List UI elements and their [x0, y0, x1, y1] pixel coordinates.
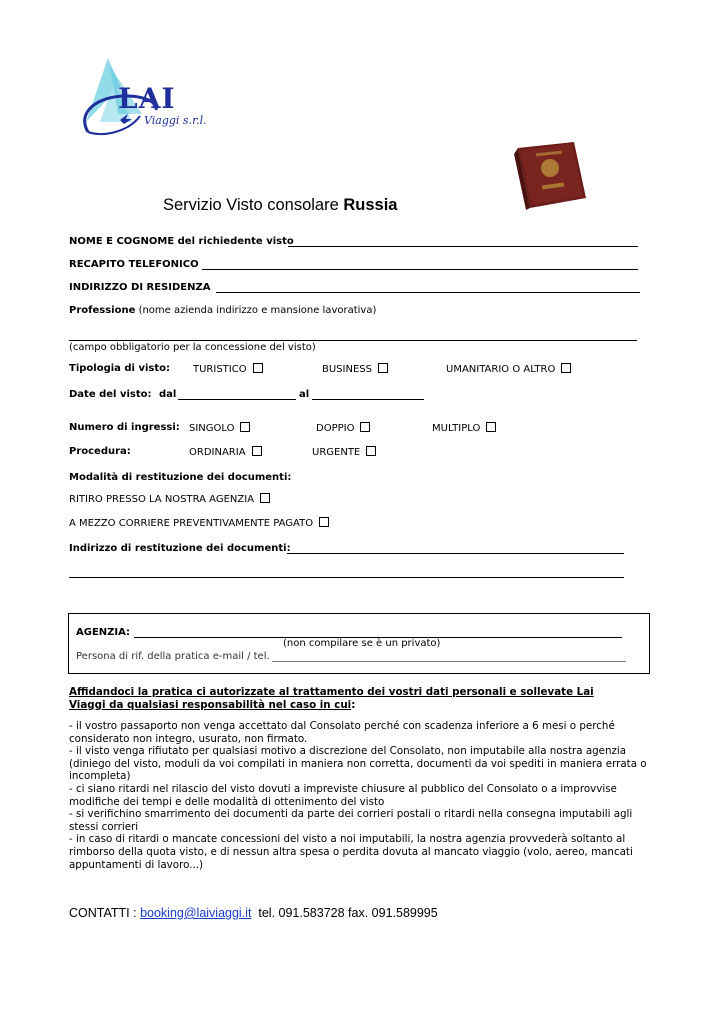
recapito-label: RECAPITO TELEFONICO [69, 259, 199, 270]
indirizzo-field[interactable] [216, 292, 640, 293]
agenzia-label: AGENZIA: [76, 627, 131, 638]
title-text: Servizio Visto consolare [163, 196, 344, 214]
email-link[interactable]: booking@laiviaggi.it [140, 906, 252, 920]
restituzione-corriere[interactable] [69, 517, 329, 529]
disclaimer-item: - il visto venga rifiutato per qualsiasi motivo a discrezione del Consolato, non imputabile alla nostra agenzia (diniego del visto, moduli da voi compilati in maniera non corretta, documenti da voi spediti in maniera errata o incompleta) [69, 745, 647, 783]
recapito-field[interactable] [202, 269, 638, 270]
multiplo-checkbox[interactable] [486, 422, 496, 432]
disclaimer-item: - ci siano ritardi nel rilascio del visto dovuti a impreviste chiusure al pubblico del Consolato o a improvvise modifiche dei tempi e delle modalità di ottenimento del visto [69, 782, 617, 808]
disclaimer-list [69, 720, 655, 871]
disclaimer-heading-end: : [351, 698, 356, 711]
indirizzo-label: INDIRIZZO DI RESIDENZA [69, 282, 211, 293]
contatti-phone: tel. 091.583728 fax. 091.589995 [251, 906, 438, 920]
disclaimer-item: - il vostro passaporto non venga accettato dal Consolato perché con scadenza inferiore a 6 mesi o perché considerato non integro, usurato, non firmato. [69, 720, 615, 745]
ritiro-checkbox[interactable] [260, 493, 270, 503]
ordinaria-label: ORDINARIA [189, 447, 246, 458]
tipologia-umanitario[interactable] [446, 363, 571, 375]
indirizzo-restituzione-label: Indirizzo di restituzione dei documenti: [69, 543, 291, 554]
date-dal: dal [159, 389, 177, 400]
date-al-field[interactable] [312, 399, 424, 400]
logo-company: Viaggi s.r.l. [144, 114, 207, 127]
urgente-label: URGENTE [312, 447, 361, 458]
contatti-label: CONTATTI : [69, 906, 141, 920]
disclaimer-item: - in caso di ritardi o mancate concessioni del visto a noi imputabili, la nostra agenzia provvederà soltanto al rimborso della quota visto, e di nessun altra spesa o perdita dovuta al mancato viaggio (volo, aereo, mancati appuntamenti di lavoro...) [69, 833, 633, 871]
date-dal-field[interactable] [178, 399, 296, 400]
ingressi-multiplo[interactable] [432, 422, 496, 434]
restituzione-label: Modalità di restituzione dei documenti: [69, 472, 292, 483]
urgente-checkbox[interactable] [366, 446, 376, 456]
ingressi-doppio[interactable] [316, 422, 370, 434]
corriere-checkbox[interactable] [319, 517, 329, 527]
title-bold: Russia [343, 196, 398, 214]
business-checkbox[interactable] [378, 363, 388, 373]
page-title [163, 196, 397, 215]
ingressi-label: Numero di ingressi: [69, 422, 180, 433]
procedura-label: Procedura: [69, 446, 131, 457]
professione-hint: (nome azienda indirizzo e mansione lavorativa) [138, 305, 377, 316]
multiplo-label: MULTIPLO [432, 423, 481, 434]
ingressi-singolo[interactable] [189, 422, 250, 434]
singolo-label: SINGOLO [189, 423, 235, 434]
umanitario-checkbox[interactable] [561, 363, 571, 373]
nome-label: NOME E COGNOME del richiedente visto [69, 236, 294, 247]
business-label: BUSINESS [322, 364, 372, 375]
date-label: Date del visto: [69, 389, 152, 400]
professione-field[interactable] [69, 340, 637, 341]
umanitario-label: UMANITARIO O ALTRO [446, 364, 556, 375]
indirizzo-restituzione-field-2[interactable] [69, 577, 624, 578]
obbligatorio-note: (campo obbligatorio per la concessione del visto) [69, 342, 316, 353]
agenzia-note: (non compilare se è un privato) [283, 638, 441, 649]
doppio-checkbox[interactable] [360, 422, 370, 432]
corriere-label: A MEZZO CORRIERE PREVENTIVAMENTE PAGATO [69, 518, 314, 529]
persona-label: Persona di rif. della pratica e-mail / tel. [76, 651, 270, 662]
disclaimer-heading-text: Affidandoci la pratica ci autorizzate al trattamento dei vostri dati personali e sollevate Lai Viaggi da qualsiasi responsabilità nel caso in cui [69, 686, 594, 711]
nome-field[interactable] [288, 246, 638, 247]
doppio-label: DOPPIO [316, 423, 355, 434]
disclaimer-heading [69, 686, 629, 711]
logo-mark: LAI [118, 82, 176, 115]
disclaimer-item: - si verifichino smarrimento dei documenti da parte dei corrieri postali o ritardi nella consegna imputabili agli stessi corrieri [69, 808, 633, 833]
singolo-checkbox[interactable] [240, 422, 250, 432]
persona-field[interactable] [272, 661, 626, 662]
indirizzo-restituzione-field[interactable] [287, 553, 624, 554]
passport-image [504, 140, 588, 212]
restituzione-ritiro[interactable] [69, 493, 270, 505]
tipologia-turistico[interactable] [193, 363, 263, 375]
tipologia-label: Tipologia di visto: [69, 363, 171, 374]
professione-label: Professione [69, 305, 136, 316]
company-logo [80, 56, 220, 140]
date-al: al [299, 389, 310, 400]
procedura-ordinaria[interactable] [189, 446, 262, 458]
ritiro-label: RITIRO PRESSO LA NOSTRA AGENZIA [69, 494, 255, 505]
professione-row [69, 305, 376, 316]
turistico-label: TURISTICO [193, 364, 247, 375]
tipologia-business[interactable] [322, 363, 388, 375]
procedura-urgente[interactable] [312, 446, 376, 458]
contatti-row [69, 906, 438, 920]
ordinaria-checkbox[interactable] [252, 446, 262, 456]
turistico-checkbox[interactable] [253, 363, 263, 373]
